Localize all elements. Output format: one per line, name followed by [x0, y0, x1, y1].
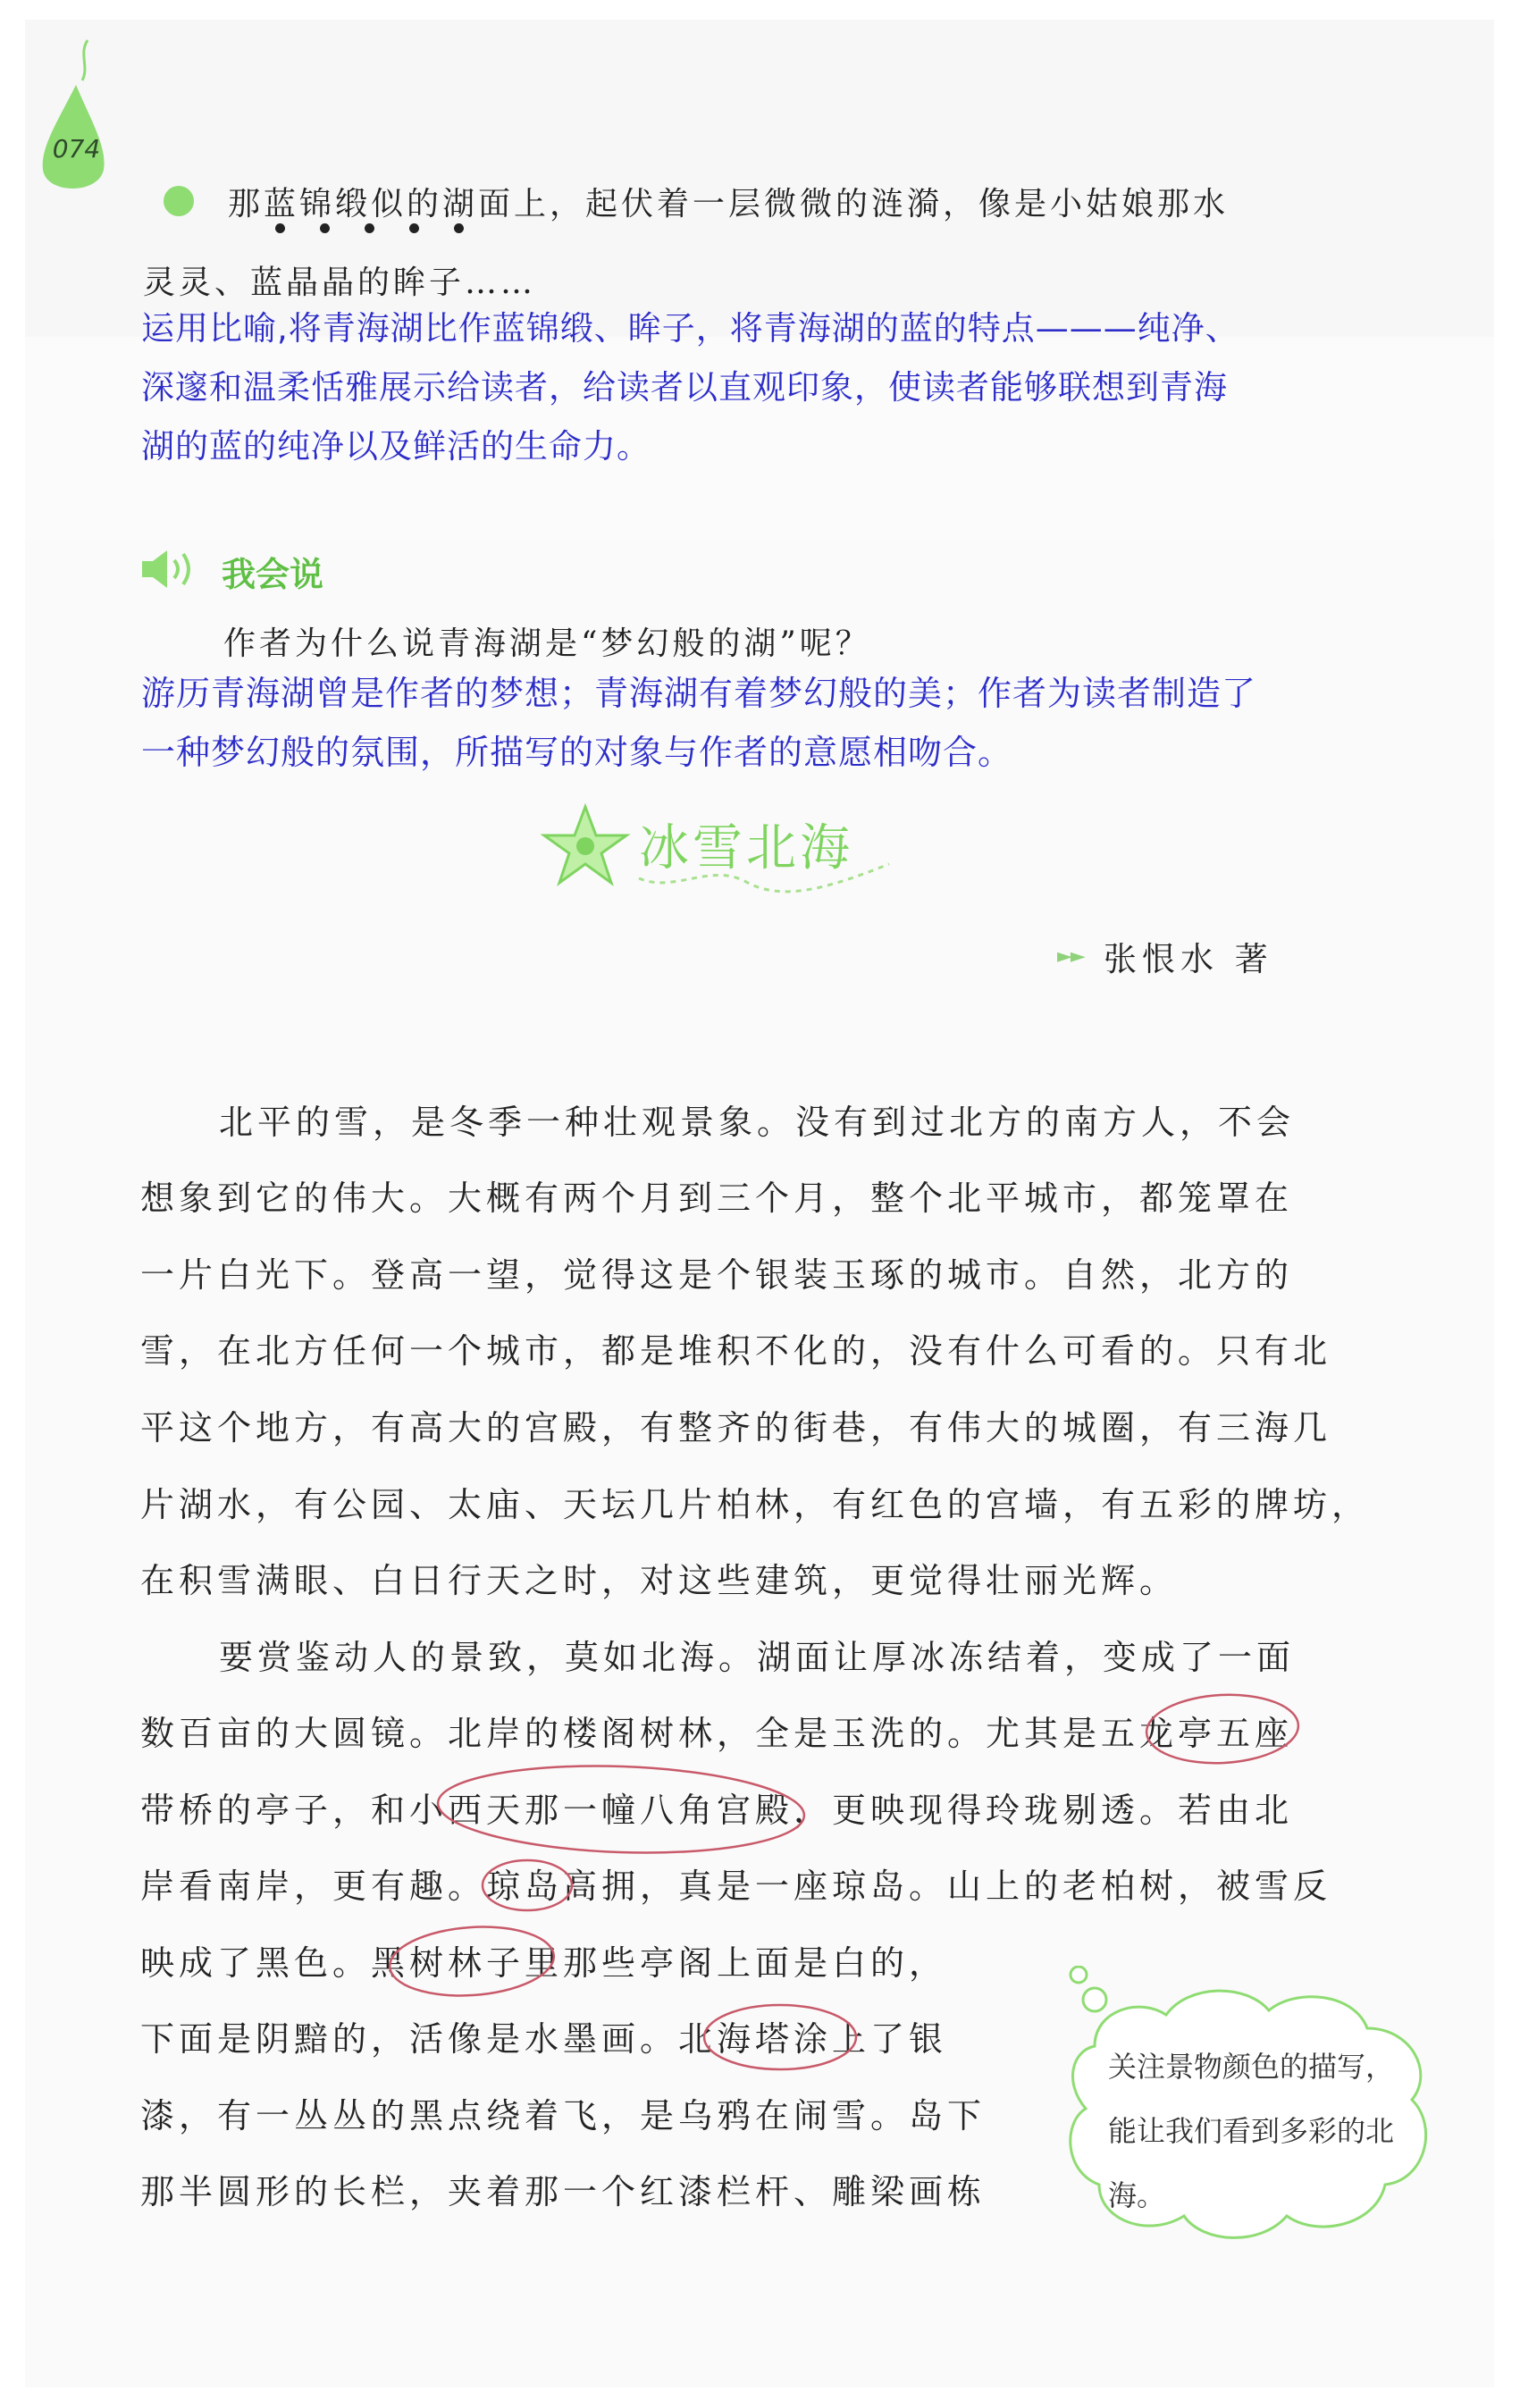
- answer-line: 一种梦幻般的氛围，所描写的对象与作者的意愿相吻合。: [141, 733, 1013, 772]
- answer-line: 运用比喻,将青海湖比作蓝锦缎、眸子，将青海湖的蓝的特点———纯净、: [141, 309, 1239, 348]
- article-line: 北平的雪，是冬季一种壮观景象。没有到过北方的南方人，不会: [219, 1103, 1296, 1142]
- section-heading: 我会说: [222, 555, 324, 594]
- article-line: 雪，在北方任何一个城市，都是堆积不化的，没有什么可看的。只有北: [140, 1331, 1332, 1371]
- answer-line: 游历青海湖曾是作者的梦想；青海湖有着梦幻般的美；作者为读者制造了: [141, 674, 1257, 713]
- page-drop-icon: [36, 36, 112, 197]
- article-author: 张恨水 著: [1104, 940, 1273, 978]
- article-line: 岸看南岸，更有趣。琼岛高拥，真是一座琼岛。山上的老柏树，被雪反: [140, 1867, 1332, 1906]
- article-line: 数百亩的大圆镜。北岸的楼阁树林，全是玉洗的。尤其是五龙亭五座: [140, 1714, 1294, 1753]
- margin-note: 关注景物颜色的描写，能让我们看到多彩的北海。: [1108, 2050, 1395, 2212]
- article-line: 漆，有一丛丛的黑点绕着飞，是乌鸦在闹雪。岛下: [140, 2096, 987, 2135]
- speaker-icon: [139, 547, 201, 592]
- article-line: 平这个地方，有高大的宫殿，有整齐的街巷，有伟大的城圈，有三海几: [140, 1408, 1332, 1447]
- example-sentence-line1: 那蓝锦缎似的湖面上，起伏着一层微微的涟漪，像是小姑娘那水: [228, 186, 1230, 222]
- article-line: 映成了黑色。黑树林子里那些亭阁上面是白的，: [140, 1943, 948, 1983]
- page-number: 074: [52, 134, 101, 164]
- article-line: 要赏鉴动人的景致，莫如北海。湖面让厚冰冻结着，变成了一面: [219, 1638, 1296, 1677]
- example-sentence-line2: 灵灵、蓝晶晶的眸子……: [143, 264, 537, 301]
- arrow-icon: ►►: [1057, 945, 1084, 968]
- article-title: 冰雪北海: [639, 819, 853, 877]
- article-line: 片湖水，有公园、太庙、天坛几片柏林，有红色的宫墙，有五彩的牌坊，: [140, 1485, 1371, 1524]
- article-line: 一片白光下。登高一望，觉得这是个银装玉琢的城市。自然，北方的: [140, 1255, 1294, 1295]
- article-line: 带桥的亭子，和小西天那一幢八角宫殿，更映现得玲珑剔透。若由北: [140, 1791, 1294, 1830]
- article-line: 想象到它的伟大。大概有两个月到三个月，整个北平城市，都笼罩在: [140, 1179, 1294, 1218]
- answer-line: 深邃和温柔恬雅展示给读者，给读者以直观印象，使读者能够联想到青海: [141, 368, 1228, 407]
- bullet-dot-icon: [164, 186, 194, 216]
- article-line: 在积雪满眼、白日行天之时，对这些建筑，更觉得壮丽光辉。: [140, 1561, 1179, 1600]
- emphasis-dots: [268, 223, 474, 236]
- article-line: 下面是阴黯的，活像是水墨画。北海塔涂上了银: [140, 2019, 948, 2059]
- article-line: 那半圆形的长栏，夹着那一个红漆栏杆、雕梁画栋: [140, 2172, 987, 2211]
- question: 作者为什么说青海湖是“梦幻般的湖”呢？: [223, 625, 871, 662]
- answer-line: 湖的蓝的纯净以及鲜活的生命力。: [141, 427, 651, 466]
